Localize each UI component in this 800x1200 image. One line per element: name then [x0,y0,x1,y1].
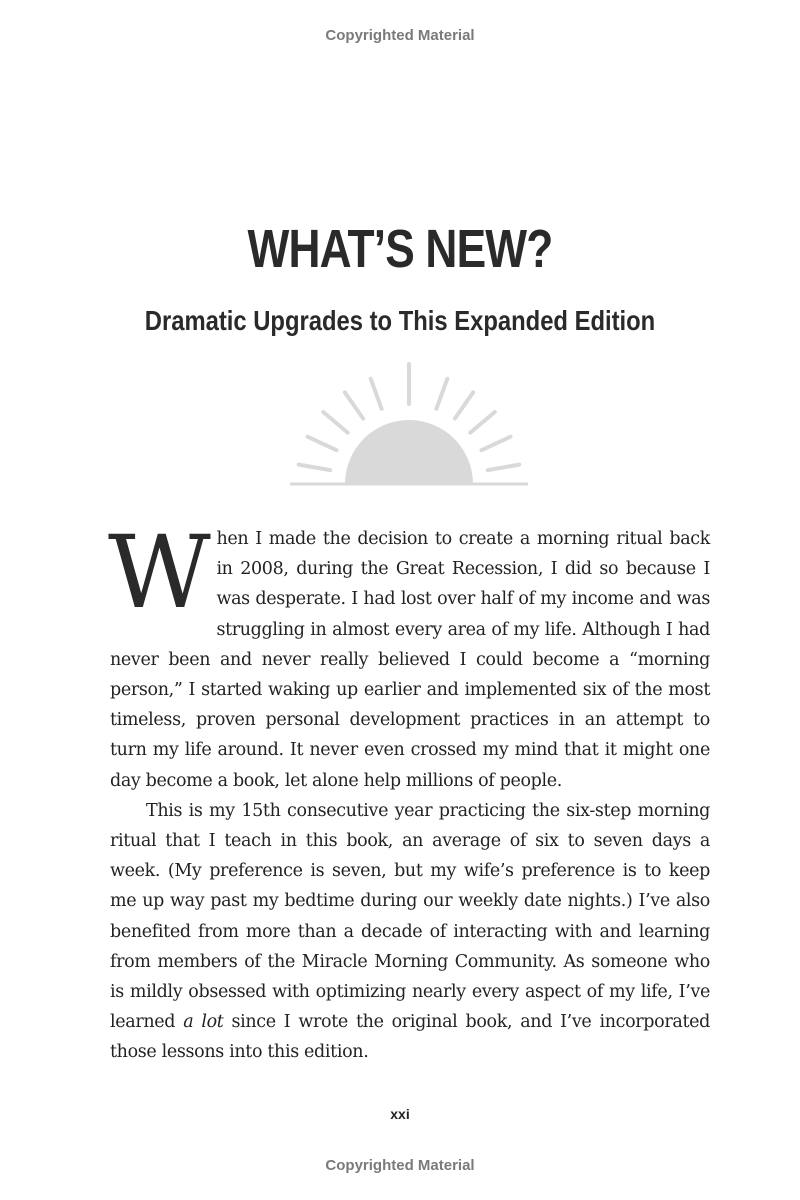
watermark-bottom: Copyrighted Material [325,1157,475,1174]
sun-ray [371,379,382,409]
sun-ray [455,392,473,418]
rising-sun-icon [285,360,535,490]
paragraph-2 [110,796,710,1068]
sun-half-disc [345,420,473,484]
chapter-subtitle: Dramatic Upgrades to This Expanded Edition [144,305,656,336]
paragraph-1 [108,514,710,796]
paragraph-2-text-before: This is my 15th consecutive year practicing the six-step morning ritual that I teach in this book, an average of six to seven days a week. (My preference is seven, but my wife’s preference is to keep me up way past my bedtime during our weekly date nights.) I’ve also benefited from more than a decade of interacting with and learning from members of the Miracle Morning Community. As someone who is mildly obsessed with optimizing nearly every aspect of my life, I’ve learned [110,800,710,1033]
sun-ray [488,465,520,471]
sun-ray [323,412,348,433]
body-text [108,514,710,1068]
page-number: xxi [390,1106,410,1122]
drop-cap: W [108,514,211,631]
sun-ray [299,465,331,471]
chapter-title: WHAT’S NEW? [247,219,553,279]
sun-ray [470,412,495,433]
paragraph-1-text: hen I made the decision to create a morning ritual back in 2008, during the Great Recession, I did so because I was desperate. I had lost over half of my income and was struggling in almost every area of my life. Although I had never been and never really believed I could become a “morning person,” I started waking up earlier and implemented six of the most timeless, proven personal development practices in an attempt to turn my life around. It never even crossed my mind that it might one day become a book, let alone help millions of people. [110,529,710,791]
sun-ray [436,379,447,409]
sun-ray [482,437,511,451]
watermark-top: Copyrighted Material [325,27,475,44]
paragraph-2-text-after: since I wrote the original book, and I’ve incorporated those lessons into this edition. [110,1012,710,1063]
sun-ray [345,392,363,418]
sun-ray [308,437,337,451]
paragraph-2-emphasis: a lot [183,1012,224,1033]
